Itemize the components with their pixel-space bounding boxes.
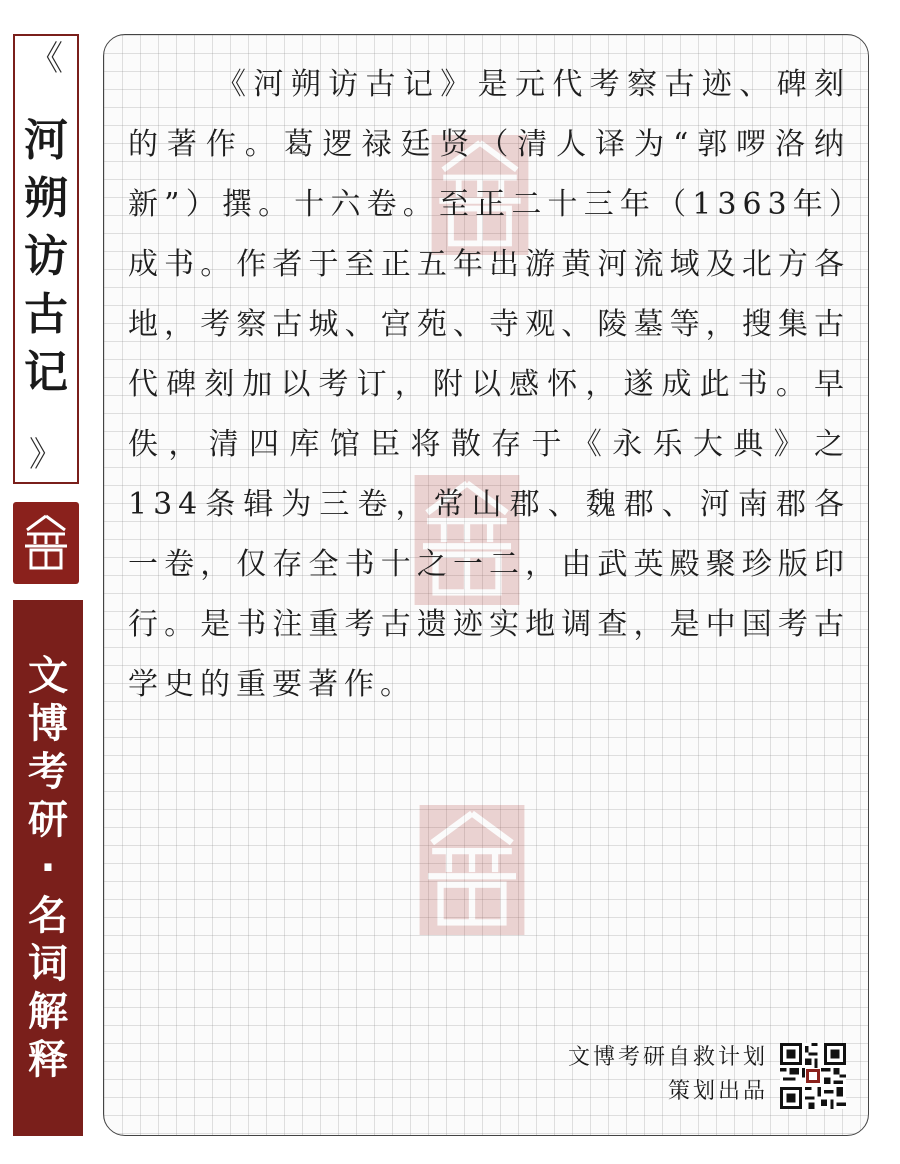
banner-char: 考 — [28, 749, 68, 795]
footer-line-1: 文博考研自救计划 — [567, 1045, 768, 1070]
banner-char: 研 — [28, 797, 68, 843]
banner-char: 词 — [28, 941, 68, 987]
banner-char: 文 — [28, 653, 68, 699]
title-char: 朔 — [24, 173, 68, 224]
seal-logo-icon — [13, 502, 79, 584]
footer-lines — [568, 1041, 768, 1109]
title-char: 记 — [24, 347, 68, 398]
title-char: 古 — [24, 289, 68, 340]
title-close-bracket: 》 — [29, 435, 63, 475]
seal-watermark-icon — [416, 805, 528, 935]
title-char: 河 — [24, 115, 68, 166]
title-char: 访 — [24, 231, 68, 282]
footer-credit — [568, 1041, 846, 1109]
title-open-bracket: 《 — [29, 39, 63, 79]
category-banner — [13, 600, 83, 1136]
entry-body-text: 《河朔访古记》是元代考察古迹、碑刻的著作。葛逻禄廷贤（清人译为“郭啰洛纳新”）撰。十六卷。至正二十三年（1363年）成书。作者于至正五年出游黄河流域及北方各地，考察古城、宫苑、寺观、陵墓等，搜集古代碑刻加以考订，附以感怀，遂成此书。早佚，清四库馆臣将散存于《永乐大典》之134条辑为三卷，常山郡、魏郡、河南郡各一卷，仅存全书十之一二，由武英殿聚珍版印行。是书注重考古遗迹实地调查，是中国考古学史的重要著作。 — [128, 67, 850, 702]
banner-char: 名 — [28, 893, 68, 939]
seal-glyph — [21, 512, 71, 574]
footer-line-2: 策划出品 — [667, 1079, 768, 1104]
banner-char: 博 — [28, 701, 68, 747]
qr-code-icon[interactable] — [780, 1043, 846, 1109]
title-chars — [24, 113, 68, 401]
grid-paper-panel — [103, 34, 869, 1136]
banner-char: · — [40, 845, 56, 891]
banner-char: 释 — [28, 1037, 68, 1083]
banner-char: 解 — [28, 989, 68, 1035]
title-box — [13, 34, 79, 484]
